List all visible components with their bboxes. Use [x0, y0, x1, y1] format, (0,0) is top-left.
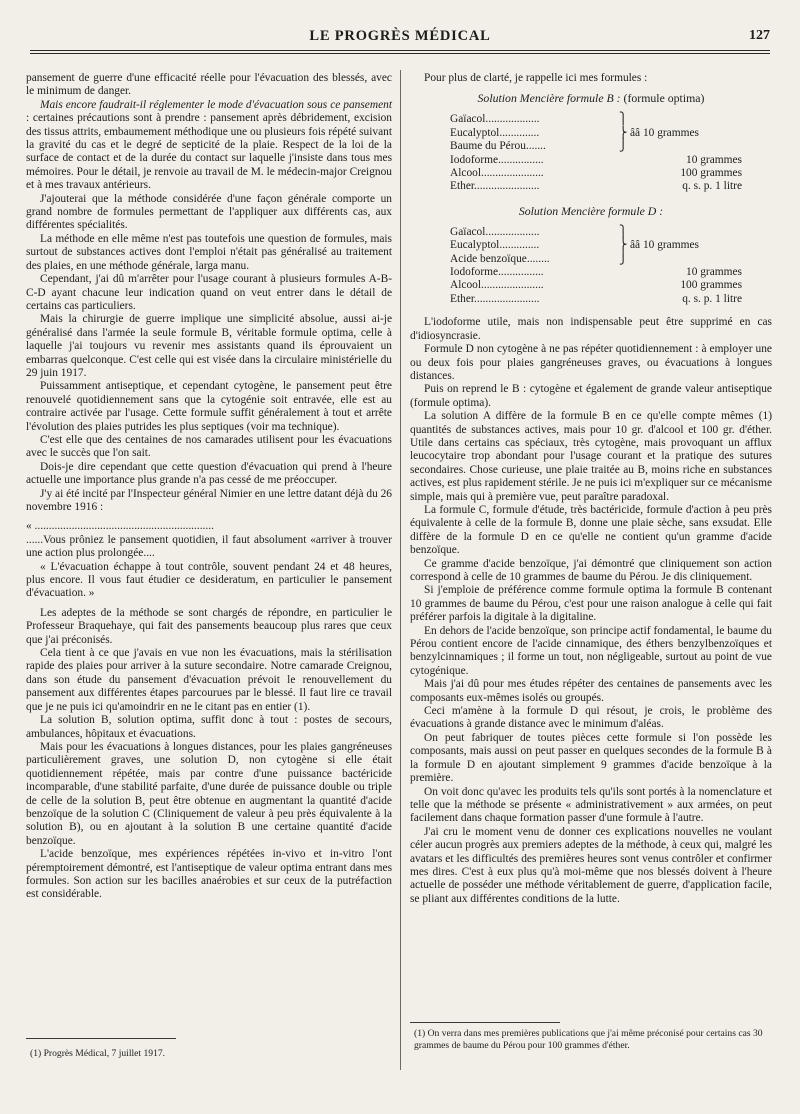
- formula-row: Iodoforme................ 10 grammes: [450, 266, 742, 279]
- paragraph: La solution A diffère de la formule B en ce qu'elle compte mêmes (1) quantités de substances actives, mais pour 10 gr. d'alcool et 100 gr. d'éther. Utile dans certains cas spéciaux, très cytogène, mais provoquant un afflux leucocytaire trop abondant pour l'usage courant et la pratique des sutures secondaires. Chose curieuse, une plaie traitée au B, moins riche en substances actives, est plus rapidement stérile. Je ne puis ici m'expliquer sur ce mécanisme simple, mais qui à première vue, peut paraître paradoxal.: [410, 410, 773, 503]
- paragraph-text: : certaines précautions sont à prendre : pansement après débridement, excision des tissus attrits, embaumement méthodique une ou plusieurs fois répété suivant la gravité du cas et le degré de septicité de la plaie. Respect de la loi de la surface de contact et de la durée du contact sur laquelle j'insiste dans tous mes mémoires. Pour le détail, je renvoie au travail de M. le médecin-major Creignou et à mes travaux antérieurs.: [26, 112, 392, 192]
- formula-d-title: Solution Mencière formule D :: [518, 203, 664, 218]
- paragraph: C'est elle que des centaines de nos camarades utilisent pour les évacuations avec le succès que l'on sait.: [26, 433, 392, 460]
- formula-row: Gaïacol................... ⎫: [450, 225, 628, 238]
- formula-row: Acide benzoïque........ ⎭: [450, 252, 628, 265]
- formula-b-title: Solution Mencière formule B : (formule optima): [477, 91, 705, 106]
- footnote-rule: [410, 1022, 560, 1023]
- formula-row: Iodoforme................ 10 grammes: [450, 153, 742, 166]
- paragraph: [26, 99, 392, 193]
- paragraph: Formule D non cytogène à ne pas répéter quotidiennement : à employer une ou deux fois pour plaies gangréneuses graves, ou évacuations à longues distances.: [410, 343, 772, 382]
- paragraph: Si j'emploie de préférence comme formule optima la formule B contenant 10 grammes de baume du Pérou, c'est pour une raison analogue à celle qui fait préférer parfois la digitale à la digitaline.: [410, 584, 772, 624]
- paragraph: Dois-je dire cependant que cette question d'évacuation qui prend à l'heure actuelle une importance plus grande n'a pas cessé de me préoccuper.: [26, 460, 392, 487]
- footnote-left: (1) Progrès Médical, 7 juillet 1917.: [30, 1048, 166, 1059]
- paragraph: J'ajouterai que la méthode considérée d'une façon générale comporte un grand nombre de formules permettant de l'appliquer aux différents cas, aux différentes spécialités.: [26, 192, 392, 232]
- formula-row: Eucalyptol.............. ⎬ ââ 10 grammes: [450, 126, 699, 139]
- paragraph: Mais la chirurgie de guerre implique une simplicité absolue, aussi ai-je généralisé dans l'armée la seule formule B, véritable formule optima, celle à laquelle j'ai toujours vu revenir mes assistants quand ils éprouvaient un embarras quelconque. C'est celle qui est visée dans la circulaire ministérielle du 29 juin 1917.: [26, 313, 392, 379]
- paragraph: En dehors de l'acide benzoïque, son principe actif fondamental, le baume du Pérou contient encore de l'acide cinnamique, des éthers benzylbenzoïques et benzylcinnamiques ; il forme un tout, non négligeable, surtout au point de vue cytogénique.: [410, 624, 772, 677]
- right-column: [410, 72, 772, 906]
- paragraph: pansement de guerre d'une efficacité réelle pour l'évacuation des blessés, avec le minimum de danger.: [26, 72, 392, 98]
- paragraph: Cependant, j'ai dû m'arrêter pour l'usage courant à plusieurs formules A-B-C-D ayant chacune leur indication quand on veut entrer dans le détail de certains cas particuliers.: [26, 273, 392, 312]
- header-rule-thick: [30, 50, 770, 51]
- formula-row: Alcool...................... 100 grammes: [450, 279, 742, 292]
- journal-title: LE PROGRÈS MÉDICAL: [309, 28, 491, 44]
- quote-line: « ...............................................................: [26, 520, 214, 533]
- paragraph: Pour plus de clarté, je rappelle ici mes formules :: [424, 72, 648, 84]
- paragraph: La formule C, formule d'étude, très bactéricide, formule d'action à peu près équivalente à celle de la formule B, donne une plaie sèche, sans exsudat. Elle diffère de la formule D en ce qu'elle ne contient qu'un gramme d'acide benzoïque.: [410, 503, 772, 557]
- running-header: [30, 22, 770, 50]
- formula-row: Baume du Pérou....... ⎭: [450, 140, 628, 153]
- paragraph: J'y ai été incité par l'Inspecteur général Nimier en une lettre datant déjà du 26 novembre 1916 :: [26, 487, 393, 513]
- paragraph: Mais j'ai dû pour mes études répéter des centaines de pansements avec les composants eux-mêmes isolés ou groupés.: [410, 678, 772, 704]
- paragraph: Cela tient à ce que j'avais en vue non les évacuations, mais la stérilisation rapide des plaies pour arriver à la suture secondaire. Notre camarade Creignou, dans son étude du pansement d'évacuation prévoit le renouvellement du pansement aux différentes étapes parcourues par le blessé. Il faut lire ce travail que je ne puis ici qu'amoindrir en ne le citant pas en entier (1).: [26, 647, 392, 713]
- footnote-rule: [26, 1038, 176, 1039]
- paragraph: On peut fabriquer de toutes pièces cette formule si l'on possède les composants, mais aussi on peut passer en quelques secondes de la formule B à la formule D en ajoutant simplement 9 grammes d'acide benzoïque à la première.: [410, 731, 772, 785]
- paragraph: Mais pour les évacuations à longues distances, pour les plaies gangréneuses particulièrement graves, une solution D, non cytogène si elle était quotidiennement répétée, mais par contre d'une puissance bactéricide incomparable, d'une stabilité parfaite, d'une durée de puissance double ou triple de celle de la solution B, peut être obtenue en augmentant la quantité d'acide benzoïque de la solution C (Cliniquement de valeur à peu près équivalente à la solution B), ou en ajoutant à la solution B une certaine quantité d'acide benzoïque.: [26, 740, 392, 847]
- paragraph: Puis on reprend le B : cytogène et également de grande valeur antiseptique (formule optima).: [410, 383, 772, 409]
- page-number: 127: [749, 28, 770, 43]
- paragraph: Ce gramme d'acide benzoïque, j'ai démontré que cliniquement son action correspond à celle de 10 grammes de baume du Pérou. Je dis cliniquement.: [410, 557, 772, 583]
- italic-text: Mais encore faudrait-il réglementer le mode d'évacuation sous ce pansement: [40, 98, 392, 111]
- formula-row: Eucalyptol.............. ⎬ ââ 10 grammes: [450, 239, 699, 252]
- paragraph: L'iodoforme utile, mais non indispensable peut être supprimé en cas d'idiosyncrasie.: [410, 316, 772, 342]
- formula-row: Gaïacol................... ⎫: [450, 113, 628, 126]
- paragraph: Puissamment antiseptique, et cependant cytogène, le pansement peut être renouvelé quotidiennement sans que la cytogénie soit entravée, elle est au contraire activée par l'usage. Cette formule suffit généralement à tout et arrête l'évolution des plaies putrides les plus septiques (voir ma technique).: [26, 380, 392, 433]
- quote-line: « L'évacuation échappe à tout contrôle, souvent pendant 24 et 48 heures, plus encore. Il vous faut étudier ce desideratum, en particulier le pansement d'évacuation. »: [26, 560, 392, 600]
- left-column: [26, 72, 392, 902]
- formula-row: Ether....................... q. s. p. 1 litre: [450, 292, 742, 305]
- formula-b-table: [450, 113, 742, 193]
- formula-d-table: [450, 226, 742, 306]
- paragraph: L'acide benzoïque, mes expériences répétées in-vivo et in-vitro l'ont péremptoirement démontré, est l'antiseptique de valeur optima entrant dans mes formules. Son action sur les bacilles anaérobies et sur ceux de la putréfaction est considérable.: [26, 848, 392, 901]
- paragraph: On voit donc qu'avec les produits tels qu'ils sont portés à la nomenclature et telle que la méthode se présente « administrativement » aux armées, on peut facilement dans chaque formation passer d'une formule à l'autre.: [410, 785, 772, 825]
- paragraph: J'ai cru le moment venu de donner ces explications nouvelles ne voulant céler aucun progrès aux premiers adeptes de la méthode, à ceux qui, malgré les avatars et les difficultés des premières heures sont venus contrôler et confirmer mes dires. C'est à eux plus qu'à moi-même que nos blessés doivent à l'heure actuelle de posséder une méthode véritablement de guerre, d'application facile, se pliant aux différentes conditions de la lutte.: [410, 825, 772, 905]
- column-divider: [400, 70, 401, 1070]
- quote-line: ......Vous prôniez le pansement quotidien, il faut absolument «arriver à trouver une action plus prolongée....: [26, 533, 392, 560]
- paragraph: La solution B, solution optima, suffit donc à tout : postes de secours, ambulances, hôpitaux et évacuations.: [26, 714, 392, 740]
- formula-row: Alcool...................... 100 grammes: [450, 167, 742, 180]
- header-rule-thin: [30, 53, 770, 54]
- paragraph: Les adeptes de la méthode se sont chargés de répondre, en particulier le Professeur Braquehaye, qui fait des pansements beaucoup plus rares que ceux que j'ai préconisés.: [26, 606, 392, 646]
- paragraph: La méthode en elle même n'est pas toutefois une question de formules, mais surtout de substances actives dont l'emploi n'était pas généralisé au traitement des plaies, en une méthode générale, larga manu.: [26, 232, 392, 272]
- paragraph: Ceci m'amène à la formule D qui résout, je crois, le problème des évacuations à grande distance avec le minimum d'aléas.: [410, 705, 772, 731]
- formula-row: Ether....................... q. s. p. 1 litre: [450, 180, 742, 193]
- footnote-right: (1) On verra dans mes premières publications que j'ai même préconisé pour certains cas 30 grammes de baume du Pérou pour 100 grammes d'éther.: [414, 1028, 763, 1051]
